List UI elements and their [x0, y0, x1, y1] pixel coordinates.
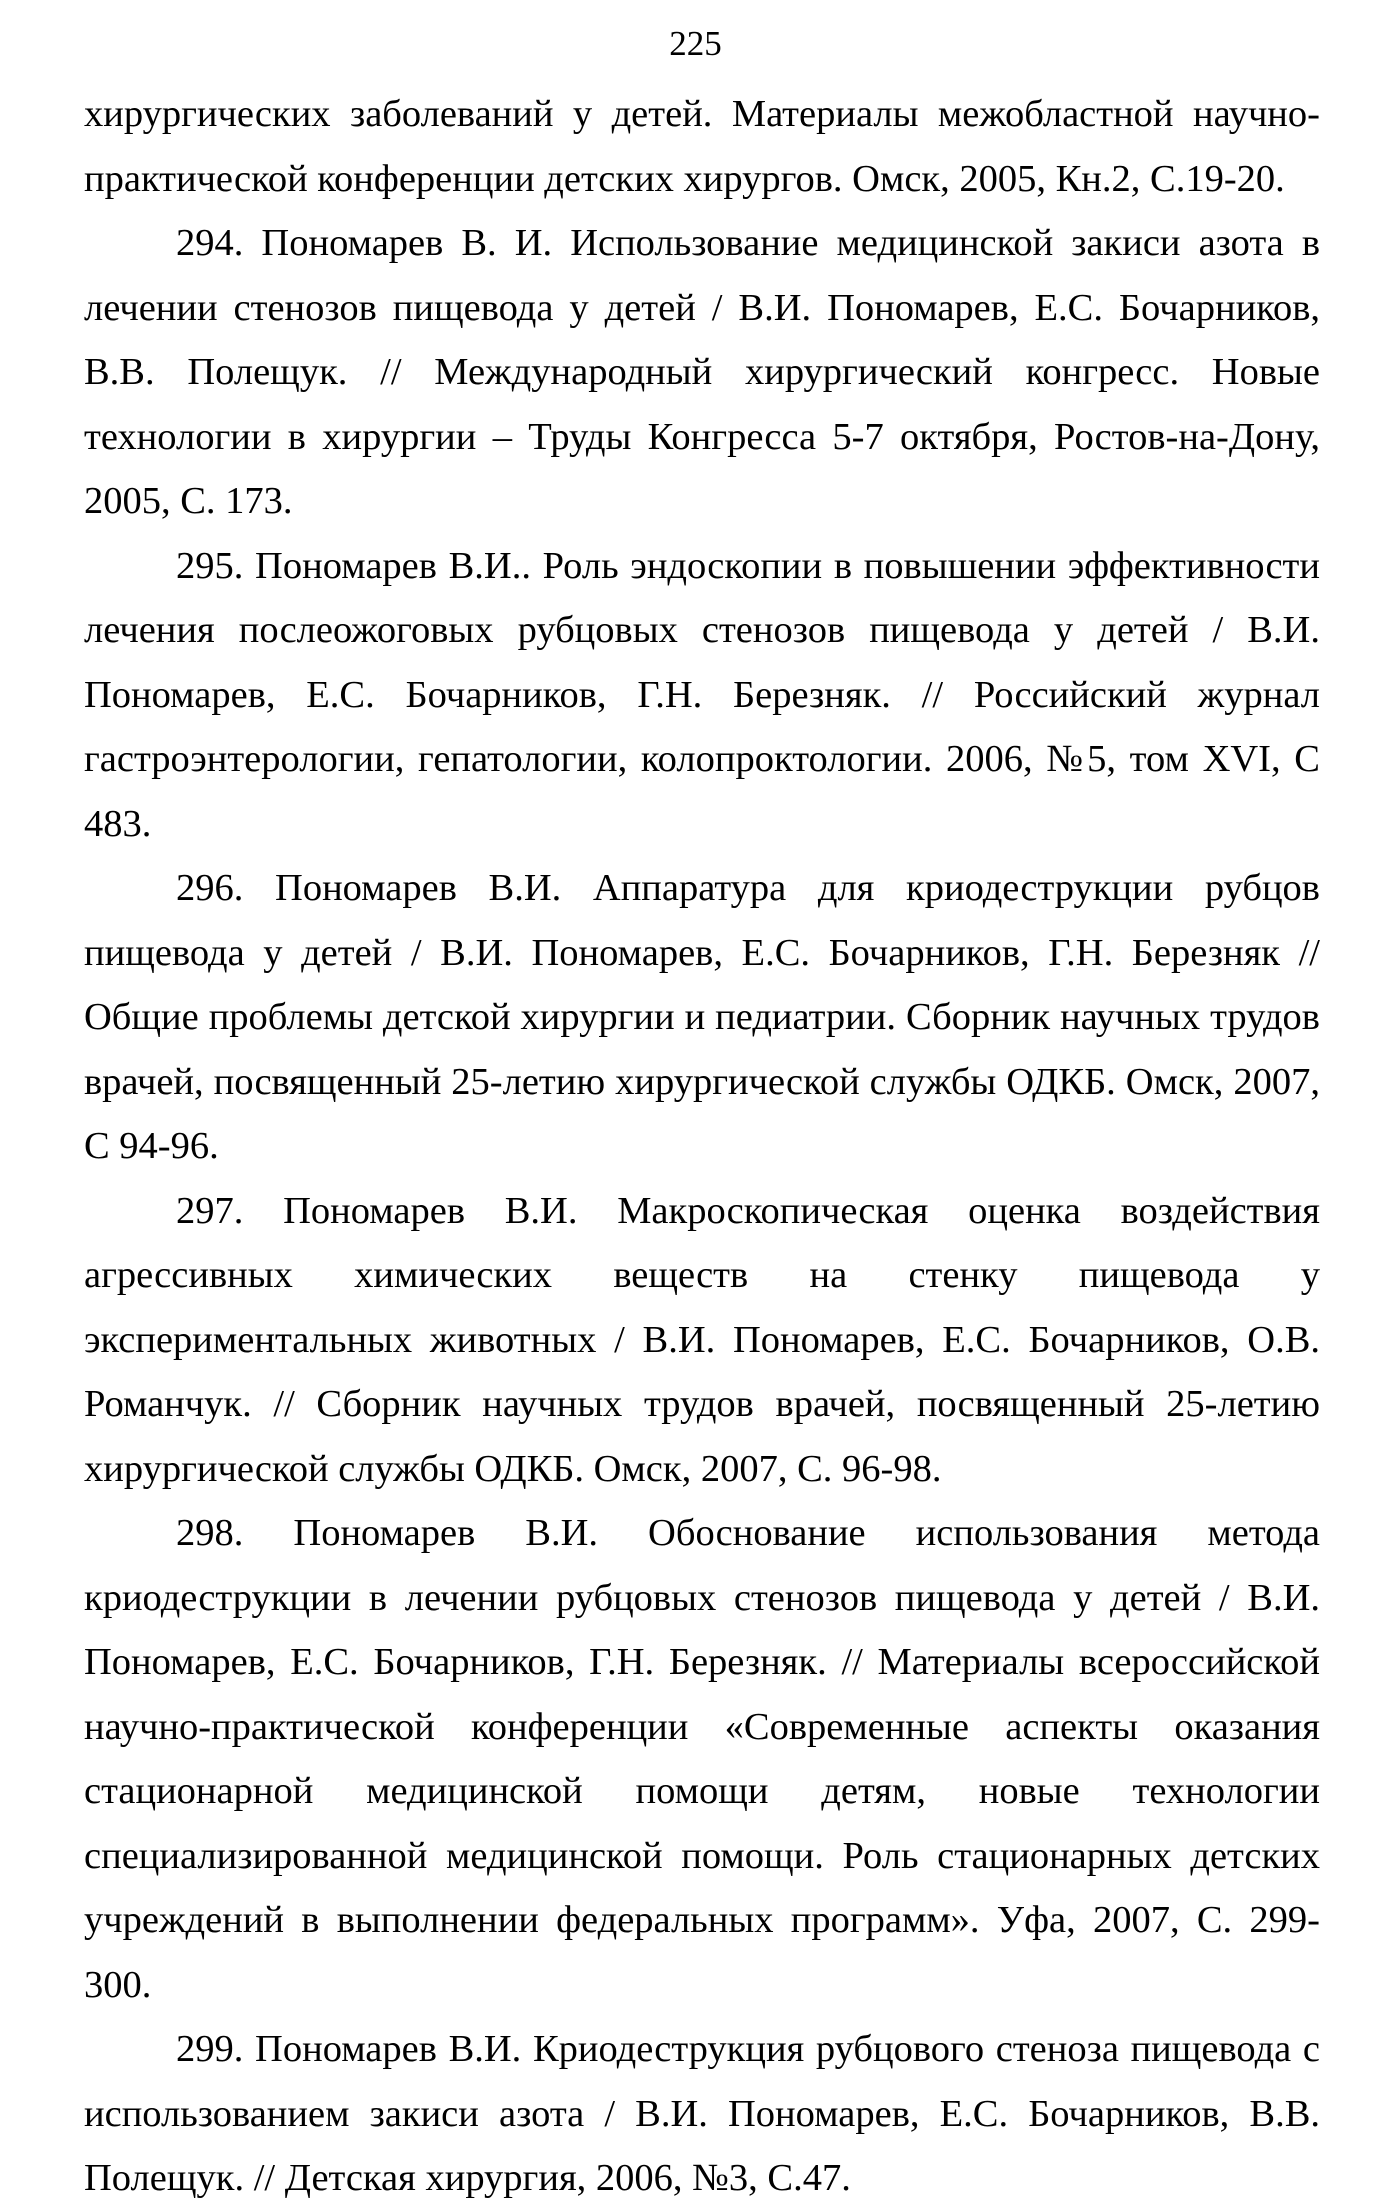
reference-294: 294. Пономарев В. И. Использование медицинской закиси азота в лечении стенозов пищевода у детей / В.И. Пономарев, Е.С. Бочарников, В.В. Полещук. // Международный хирургический конгресс. Новые технологии в хирургии – Труды Конгресса 5-7 октября, Ростов-на-Дону, 2005, С. 173. [84, 222, 1320, 522]
reference-296: 296. Пономарев В.И. Аппаратура для криодеструкции рубцов пищевода у детей / В.И. Пономарев, Е.С. Бочарников, Г.Н. Березняк // Общие проблемы детской хирургии и педиатрии. Сборник научных трудов врачей, посвященный 25-летию хирургической службы ОДКБ. Омск, 2007, С 94-96. [84, 867, 1320, 1167]
reference-list [84, 82, 1320, 2211]
reference-297: 297. Пономарев В.И. Макроскопическая оценка воздействия агрессивных химических веществ на стенку пищевода у экспериментальных животных / В.И. Пономарев, Е.С. Бочарников, О.В. Романчук. // Сборник научных трудов врачей, посвященный 25-летию хирургической службы ОДКБ. Омск, 2007, С. 96-98. [84, 1189, 1320, 1490]
reference-continuation: хирургических заболеваний у детей. Материалы межобластной научно-практической конференции детских хирургов. Омск, 2005, Кн.2, С.19-20. [84, 93, 1320, 200]
reference-295: 295. Пономарев В.И.. Роль эндоскопии в повышении эффективности лечения послеожоговых рубцовых стенозов пищевода у детей / В.И. Пономарев, Е.С. Бочарников, Г.Н. Березняк. // Российский журнал гастроэнтерологии, гепатологии, колопроктологии. 2006, №5, том XVI, С 483. [84, 544, 1320, 845]
page-number: 225 [669, 24, 722, 63]
reference-299: 299. Пономарев В.И. Криодеструкция рубцового стеноза пищевода с использованием закиси азота / В.И. Пономарев, Е.С. Бочарников, В.В. Полещук. // Детская хирургия, 2006, №3, С.47. [84, 2028, 1320, 2199]
reference-298: 298. Пономарев В.И. Обоснование использования метода криодеструкции в лечении рубцовых стенозов пищевода у детей / В.И. Пономарев, Е.С. Бочарников, Г.Н. Березняк. // Материалы всероссийской научно-практической конференции «Современные аспекты оказания стационарной медицинской помощи детям, новые технологии специализированной медицинской помощи. Роль стационарных детских учреждений в выполнении федеральных программ». Уфа, 2007, С. 299-300. [84, 1512, 1320, 2006]
